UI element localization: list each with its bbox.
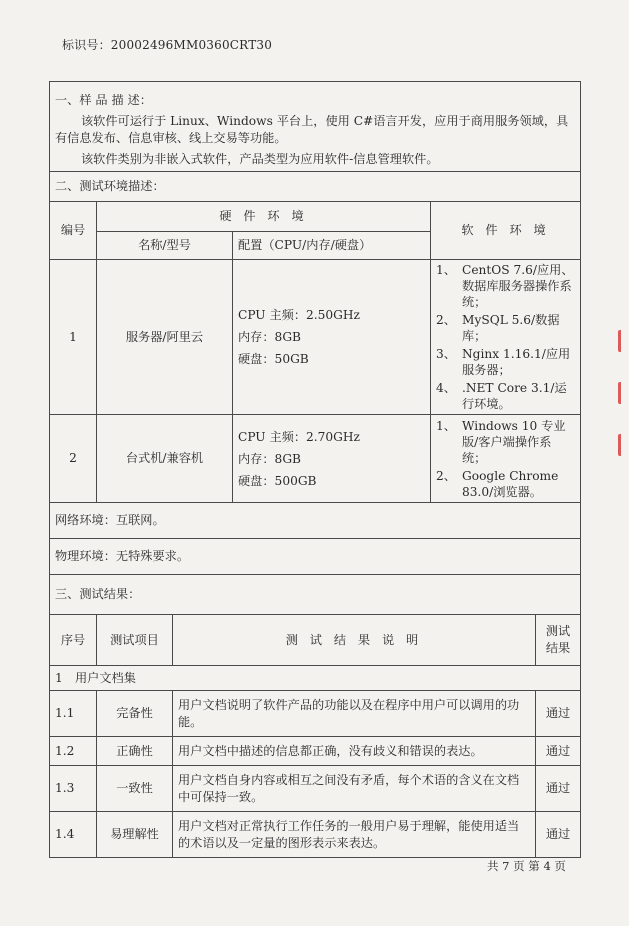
env-row-software: 1、 CentOS 7.6/应用、数据库服务器操作系统； 2、 MySQL 5.6/数据库； 3、 Nginx 1.16.1/应用服务器； 4、 .NET Core 3.1/运行环境。 xyxy=(436,263,574,411)
env-col-software: 软 件 环 境 xyxy=(431,202,581,260)
results-row-desc: 用户文档对正常执行工作任务的一般用户易于理解，能使用适当的术语以及一定量的图形表示来表达。 xyxy=(173,812,536,858)
env-row-number: 2 xyxy=(50,415,97,503)
results-row-result: 通过 xyxy=(536,766,581,812)
results-row xyxy=(50,766,581,812)
env-row-name: 服务器/阿里云 xyxy=(97,260,233,415)
env-row-config: CPU 主频：2.70GHz 内存：8GB 硬盘：500GB xyxy=(238,429,360,488)
results-row-seq: 1.2 xyxy=(50,737,97,766)
results-row xyxy=(50,691,581,737)
test-results-title: 三、测试结果： xyxy=(50,575,581,615)
results-row-result: 通过 xyxy=(536,691,581,737)
sample-description-title: 一、样 品 描 述： xyxy=(55,93,152,107)
document-id: 标识号：20002496MM0360CRT30 xyxy=(62,38,273,52)
test-env-title: 二、测试环境描述： xyxy=(50,172,581,202)
results-row xyxy=(50,737,581,766)
physical-env: 物理环境：无特殊要求。 xyxy=(50,539,581,575)
results-col-desc: 测 试 结 果 说 明 xyxy=(173,615,536,666)
results-group-title: 1 用户文档集 xyxy=(50,666,581,691)
sample-category-para: 该软件类别为非嵌入式软件，产品类型为应用软件-信息管理软件。 xyxy=(81,152,439,166)
network-env: 网络环境：互联网。 xyxy=(50,503,581,539)
env-col-hardware: 硬 件 环 境 xyxy=(97,202,431,232)
env-row-name: 台式机/兼容机 xyxy=(97,415,233,503)
results-row-desc: 用户文档中描述的信息都正确，没有歧义和错误的表达。 xyxy=(173,737,536,766)
env-row-software: 1、 Windows 10 专业版/客户端操作系统； 2、 Google Chrome 83.0/浏览器。 xyxy=(436,418,566,499)
results-row-item: 易理解性 xyxy=(97,812,173,858)
results-row-seq: 1.3 xyxy=(50,766,97,812)
results-row-seq: 1.4 xyxy=(50,812,97,858)
env-col-config: 配置（CPU/内存/硬盘） xyxy=(233,232,431,260)
sample-description-section xyxy=(50,82,581,172)
results-col-item: 测试项目 xyxy=(97,615,173,666)
results-row-result: 通过 xyxy=(536,812,581,858)
env-row-number: 1 xyxy=(50,260,97,415)
report-table xyxy=(49,81,581,858)
page-number: 共 7 页 第 4 页 xyxy=(487,859,566,873)
results-row-item: 一致性 xyxy=(97,766,173,812)
results-row-desc: 用户文档说明了软件产品的功能以及在程序中用户可以调用的功能。 xyxy=(173,691,536,737)
results-row-desc: 用户文档自身内容或相互之间没有矛盾，每个术语的含义在文档中可保持一致。 xyxy=(173,766,536,812)
seal-stamp-edge xyxy=(618,330,629,480)
env-col-name: 名称/型号 xyxy=(97,232,233,260)
results-col-result: 测试结果 xyxy=(536,615,581,666)
env-col-number: 编号 xyxy=(50,202,97,260)
results-row-seq: 1.1 xyxy=(50,691,97,737)
sample-description-para: 该软件可运行于 Linux、Windows 平台上，使用 C#语言开发，应用于商用服务领域，具有信息发布、信息审核、线上交易等功能。 xyxy=(55,114,569,145)
results-row-result: 通过 xyxy=(536,737,581,766)
env-row xyxy=(50,260,581,415)
results-row-item: 完备性 xyxy=(97,691,173,737)
env-row-config: CPU 主频：2.50GHz 内存：8GB 硬盘：50GB xyxy=(238,308,360,366)
results-row xyxy=(50,812,581,858)
results-col-seq: 序号 xyxy=(50,615,97,666)
env-row xyxy=(50,415,581,503)
results-row-item: 正确性 xyxy=(97,737,173,766)
